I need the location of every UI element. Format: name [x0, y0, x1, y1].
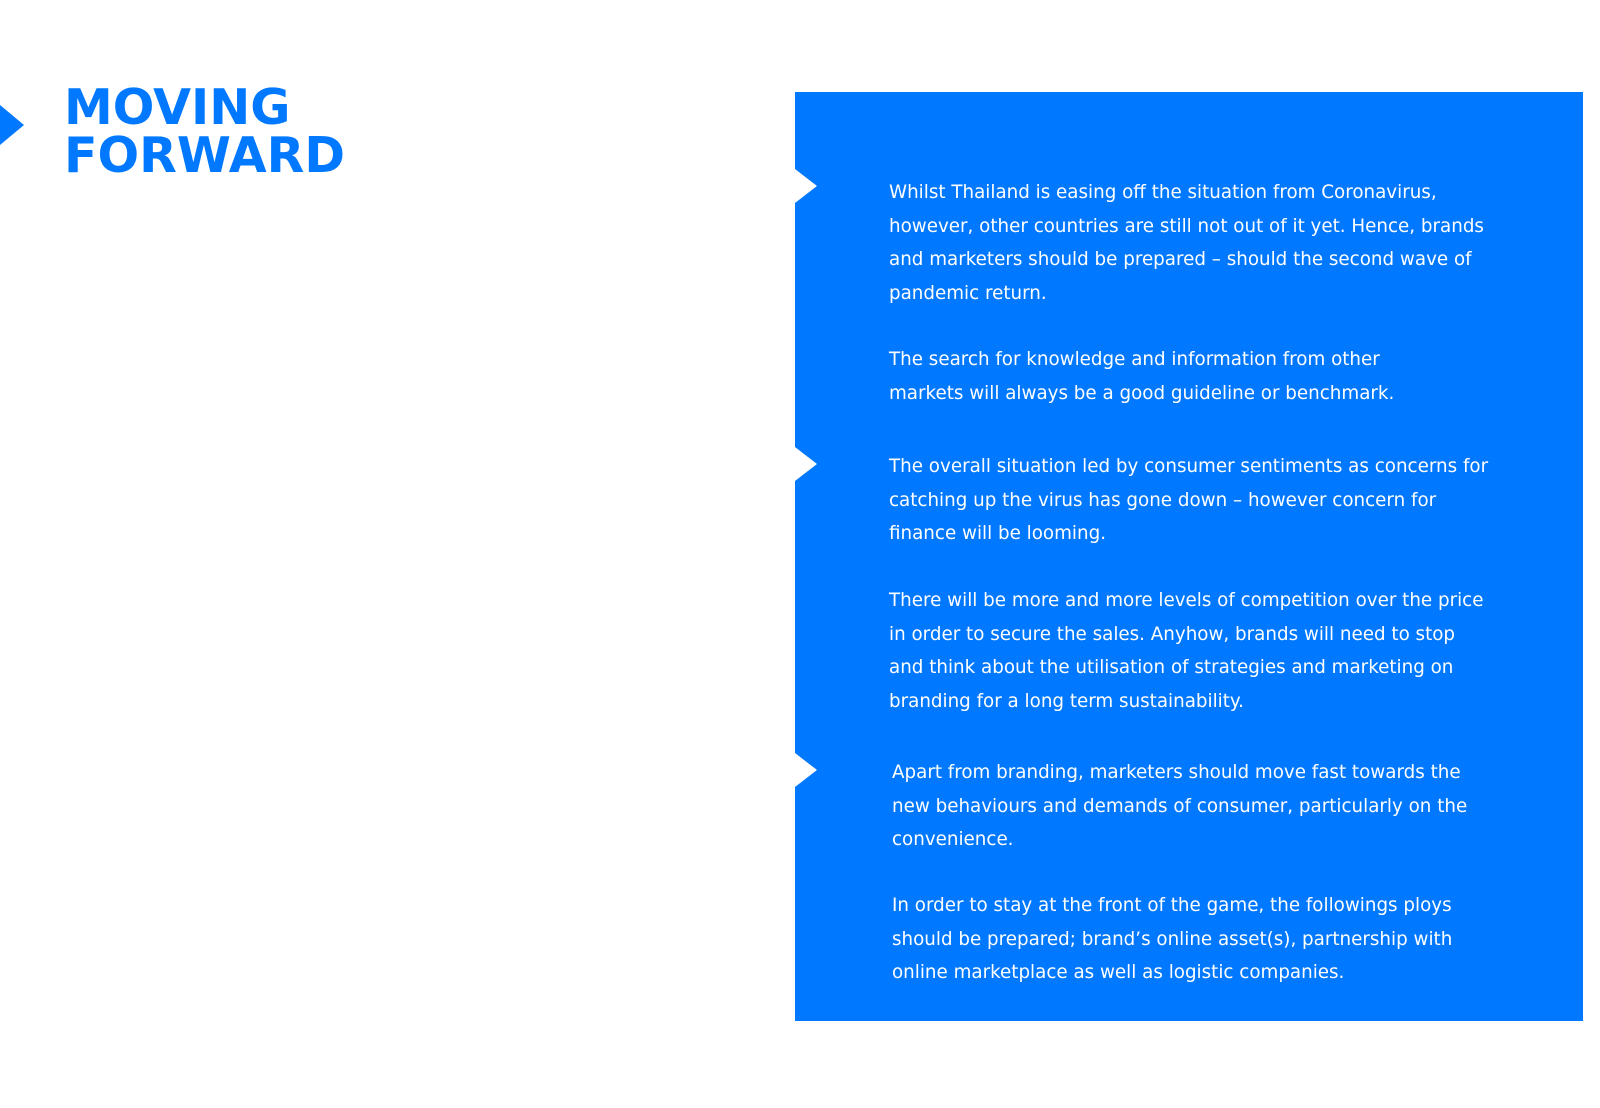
page-title-line-1: MOVING	[64, 79, 291, 136]
section-notch-icon-1	[795, 169, 817, 203]
page-title	[64, 79, 346, 184]
paragraph-3: The overall situation led by consumer sentiments as concerns for catching up the virus has gone down – however concern for finance will be looming.	[889, 456, 1489, 544]
title-triangle-icon	[0, 105, 24, 145]
section-notch-icon-3	[795, 753, 817, 787]
paragraph-1: Whilst Thailand is easing off the situation from Coronavirus, however, other countries are still not out of it yet. Hence, brands and marketers should be prepared – should the second wave of pandemic return.	[889, 182, 1484, 304]
page-title-line-2: FORWARD	[64, 127, 346, 184]
paragraph-6: In order to stay at the front of the game, the followings ploys should be prepared; brand’s online asset(s), partnership with online marketplace as well as logistic companies.	[892, 895, 1453, 983]
paragraph-2: The search for knowledge and information from other markets will always be a good guideline or benchmark.	[889, 349, 1395, 404]
paragraph-4: There will be more and more levels of competition over the price in order to secure the sales. Anyhow, brands will need to stop and think about the utilisation of strategies and marketing on branding for a long term sustainability.	[889, 590, 1484, 712]
section-notch-icon-2	[795, 447, 817, 481]
paragraph-5: Apart from branding, marketers should move fast towards the new behaviours and demands of consumer, particularly on the convenience.	[892, 762, 1468, 850]
content-panel	[795, 92, 1583, 1021]
